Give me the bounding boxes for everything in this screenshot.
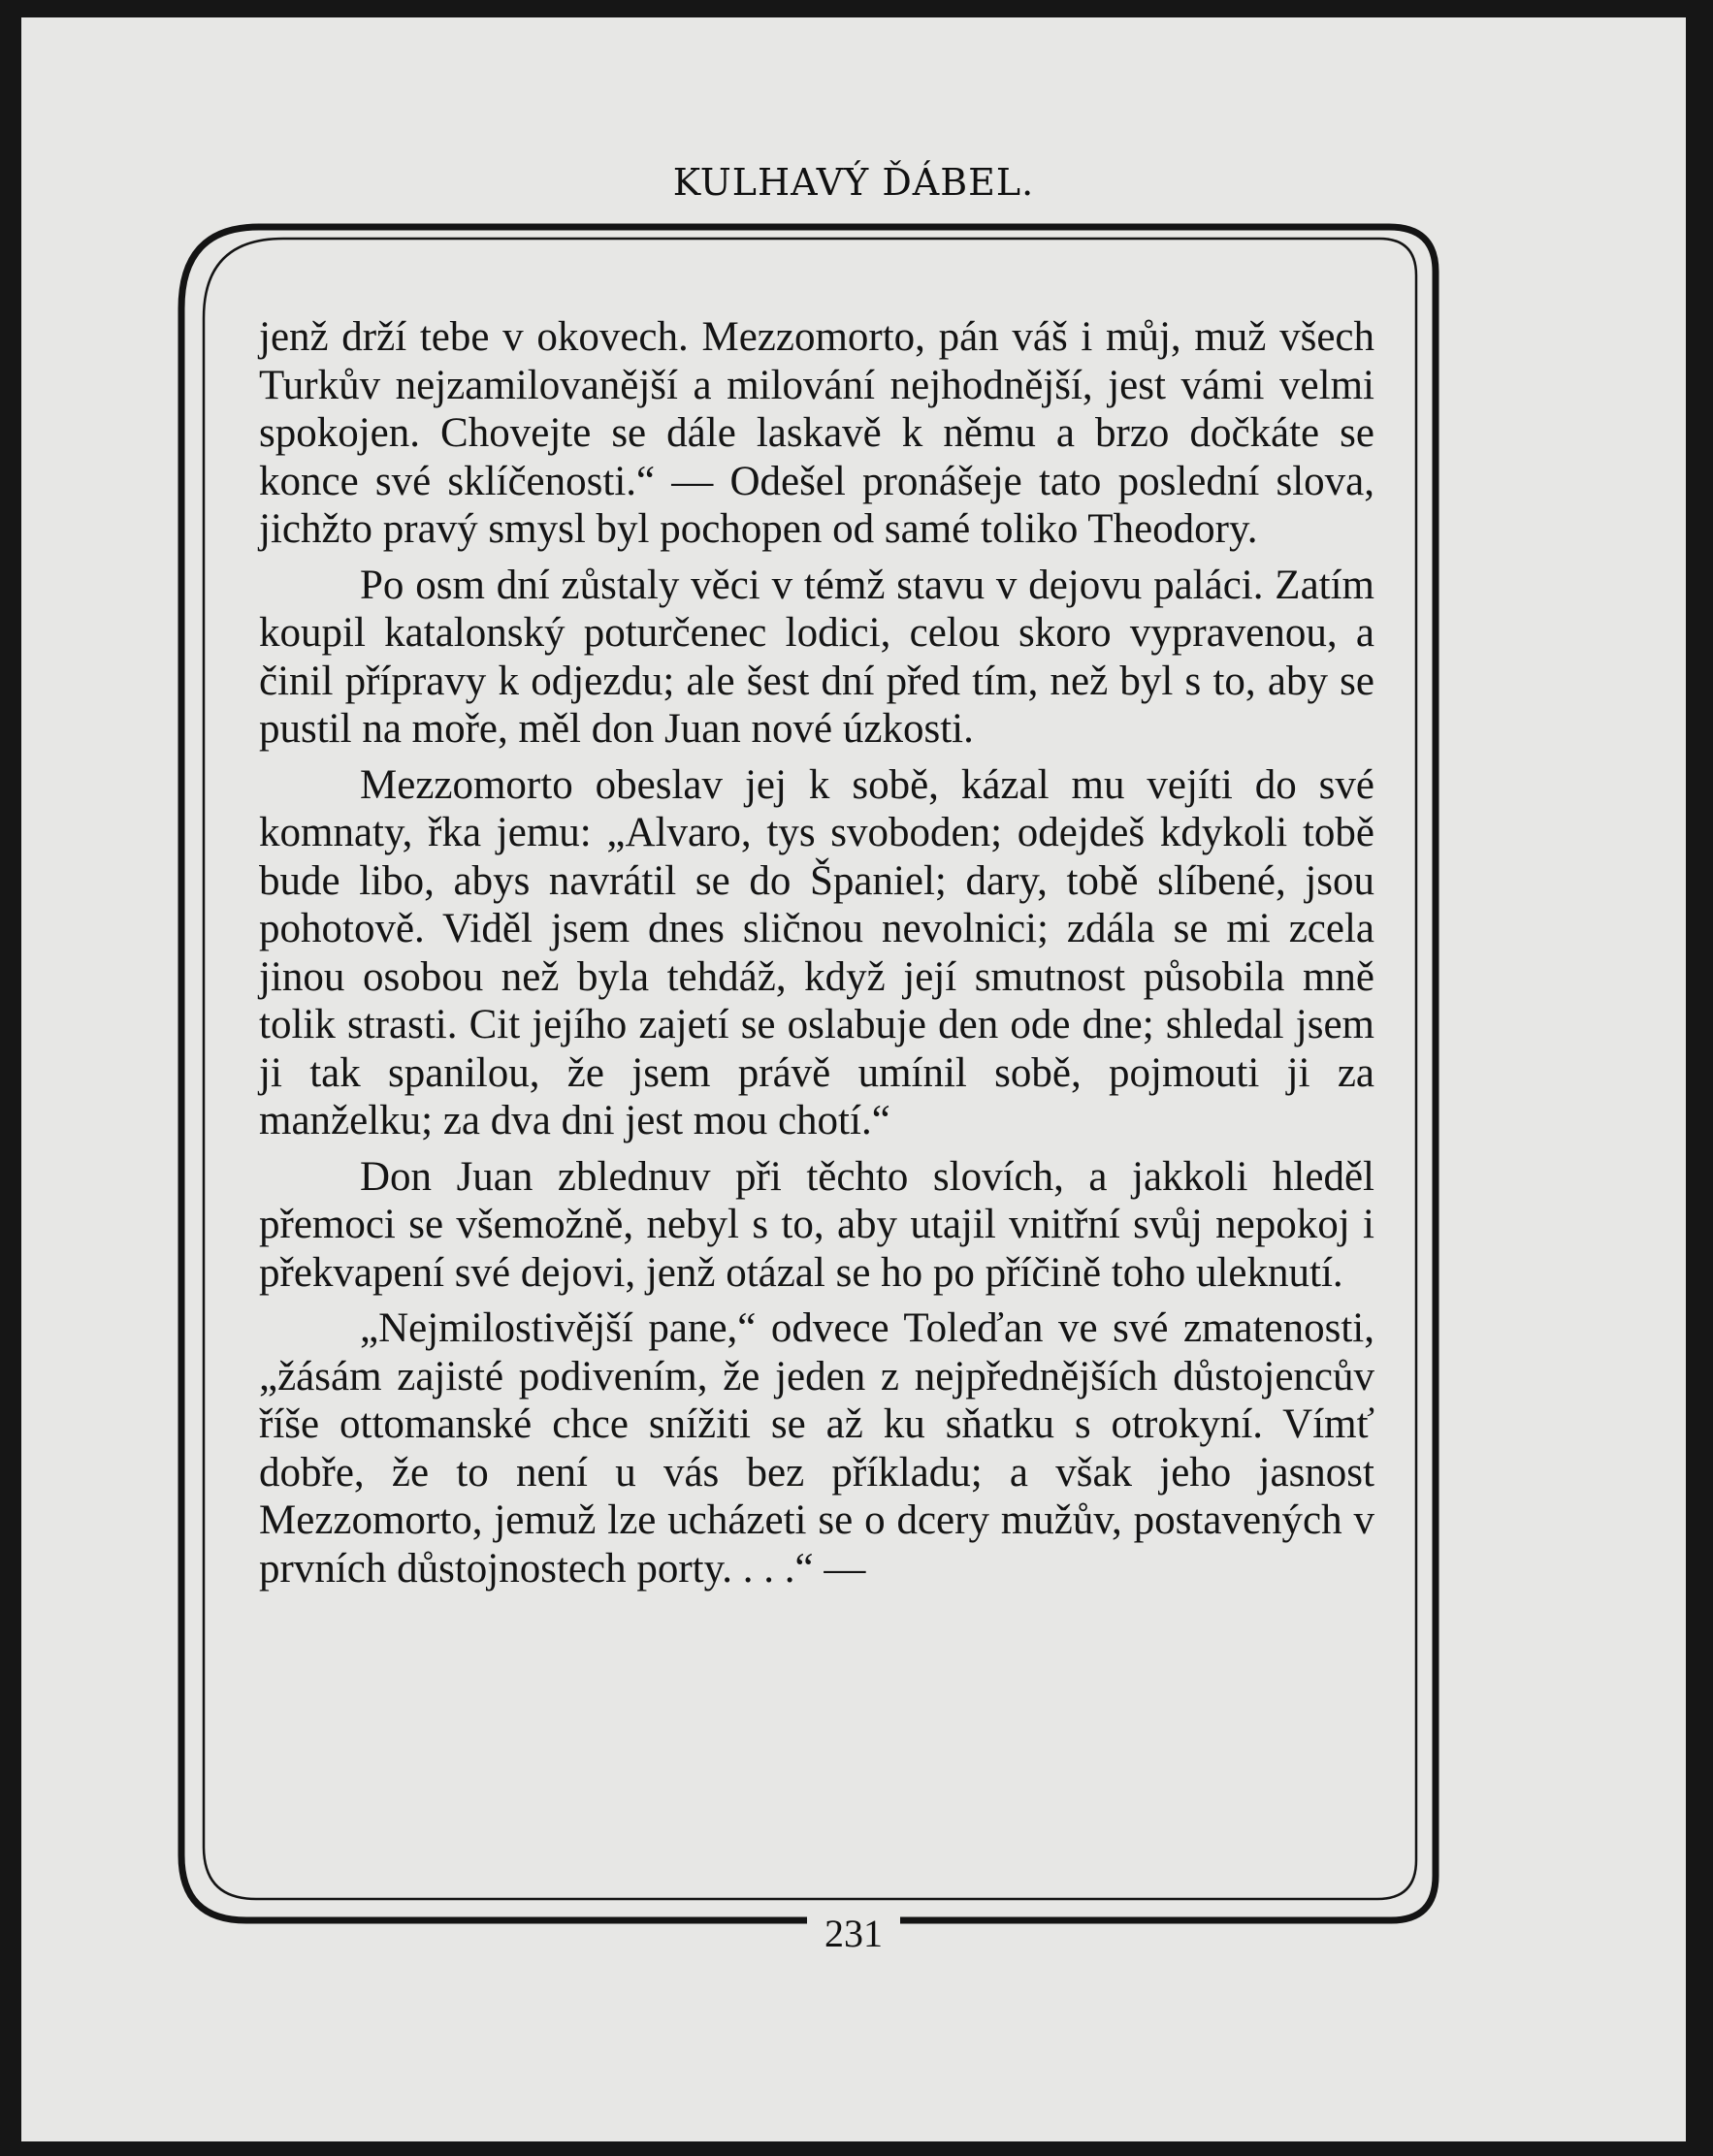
book-page <box>21 17 1686 2141</box>
body-text <box>259 313 1374 1600</box>
paragraph-5: „Nejmilostivější pane,“ odvece Toleďan ve své zmatenosti, „žásám zajisté podivením, že jeden z nejpřednějších důstojencův říše ottomanské chce snížiti se až ku sňatku s otrokyní. Vímť dobře, že to není u vás bez příkladu; a však jeho jasnost Mezzomorto, jemuž lze ucházeti se o dcery mužův, postavených v prvních důstojnostech porty. . . .“ — <box>259 1305 1374 1592</box>
page-number: 231 <box>807 1912 900 1955</box>
running-head: KULHAVÝ ĎÁBEL. <box>672 161 1035 204</box>
paragraph-4: Don Juan zblednuv při těchto slovích, a jakkoli hleděl přemoci se všemožně, nebyl s to, aby utajil vnitřní svůj nepokoj i překvapení své dejovi, jenž otázal se ho po příčině toho uleknutí. <box>259 1153 1374 1296</box>
paragraph-2: Po osm dní zůstaly věci v témž stavu v dejovu paláci. Zatím koupil katalonský poturčenec lodici, celou skoro vypravenou, a činil přípravy k odjezdu; ale šest dní před tím, než byl s to, aby se pustil na moře, měl don Juan nové úzkosti. <box>259 562 1374 752</box>
page-number-wrapper <box>21 1911 1686 1956</box>
paragraph-3: Mezzomorto obeslav jej k sobě, kázal mu vejíti do své komnaty, řka jemu: „Alvaro, tys svoboden; odejdeš kdykoli tobě bude libo, abys navrátil se do Španiel; dary, tobě slíbené, jsou pohotově. Viděl jsem dnes sličnou nevolnici; zdála se mi zcela jinou osobou než byla tehdáž, když její smutnost působila mně tolik strasti. Cit jejího zajetí se oslabuje den ode dne; shledal jsem ji tak spanilou, že jsem právě umínil sobě, pojmouti ji za manželku; za dva dni jest mou chotí.“ <box>259 761 1374 1143</box>
paragraph-1: jenž drží tebe v okovech. Mezzomorto, pán váš i můj, muž všech Turkův nejzamilovanější a milování nejhodnější, jest vámi velmi spokojen. Chovejte se dále laskavě k němu a brzo dočkáte se konce své sklíčenosti.“ — Odešel pronášeje tato poslední slova, jichžto pravý smysl byl pochopen od samé toliko Theodory. <box>259 314 1374 552</box>
